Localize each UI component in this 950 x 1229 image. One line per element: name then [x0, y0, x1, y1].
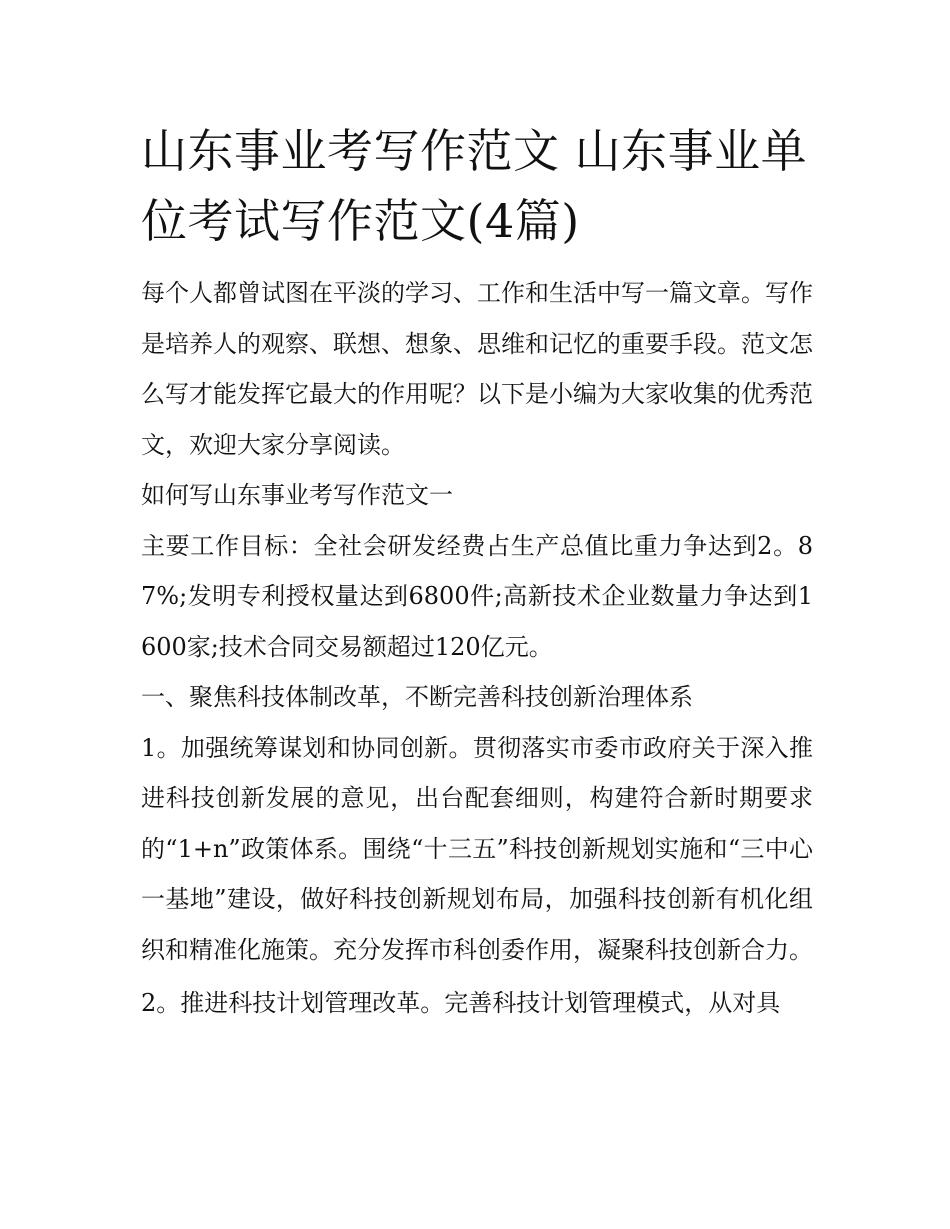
section-heading: 如何写山东事业考写作范文一	[141, 481, 453, 509]
goals-paragraph: 主要工作目标：全社会研发经费占生产总值比重力争达到2。87%;发明专利授权量达到6800件;高新技术企业数量力争达到1600家;技术合同交易额超过120亿元。	[141, 531, 813, 661]
intro-paragraph: 每个人都曾试图在平淡的学习、工作和生活中写一篇文章。写作是培养人的观察、联想、想象、思维和记忆的重要手段。范文怎么写才能发挥它最大的作用呢？以下是小编为大家收集的优秀范文，欢迎大家分享阅读。	[141, 279, 813, 459]
part-one-heading: 一、聚焦科技体制改革，不断完善科技创新治理体系	[141, 683, 693, 711]
document-title: 山东事业考写作范文 山东事业单位考试写作范文(4篇)	[141, 124, 808, 248]
item-one-paragraph: 1。加强统筹谋划和协同创新。贯彻落实市委市政府关于深入推进科技创新发展的意见，出台配套细则，构建符合新时期要求的“1+n”政策体系。围绕“十三五”科技创新规划实施和“三中心一基地”建设，做好科技创新规划布局，加强科技创新有机化组织和精准化施策。充分发挥市科创委作用，凝聚科技创新合力。	[141, 733, 813, 964]
item-two-paragraph: 2。推进科技计划管理改革。完善科技计划管理模式，从对具	[141, 989, 781, 1017]
document-body	[141, 116, 813, 1029]
